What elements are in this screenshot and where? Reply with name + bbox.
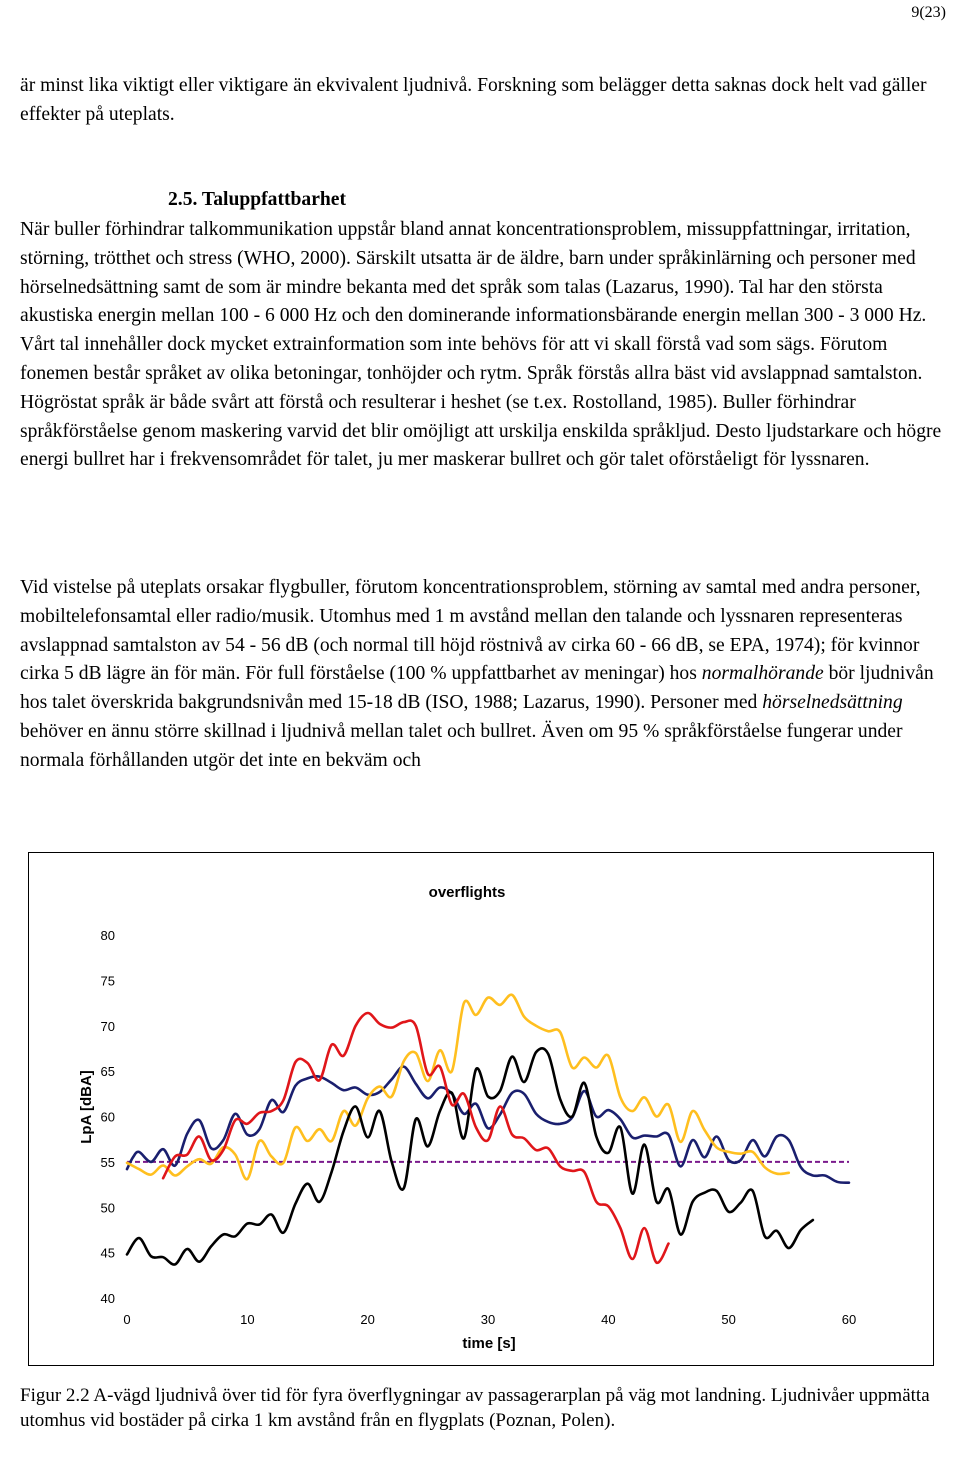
x-tick-label: 0 [123,1312,131,1327]
x-tick-label: 50 [721,1312,736,1327]
y-tick-label: 75 [100,973,115,989]
x-tick-label: 40 [601,1312,616,1327]
y-tick-label: 55 [100,1154,115,1170]
paragraph-3-text-3: behöver en ännu större skillnad i ljudnivå mellan talet och bullret. Även om 95 % språkförståelse fungerar under normala förhållanden utgör det inte en bekväm och [20,720,903,771]
chart-y-axis-label: LpA [dBA] [78,1070,95,1144]
section-heading: 2.5. Taluppfattbarhet [168,189,347,210]
chart-svg [28,852,934,1366]
paragraph-3-text-1: Vid vistelse på uteplats orsakar flygbuller, förutom koncentrationsproblem, störning av samtal med andra personer, mobiltelefonsamtal eller radio/musik. Utomhus med 1 m avstånd mellan den talande och lyssnaren representeras avslappnad samtalston av 54 - 56 dB (och normal till höjd röstnivå av cirka 60 - 66 dB, se EPA, 1974); för kvinnor cirka 5 dB lägre än för män. För full förståelse (100 % uppfattbarhet av meningar) hos [20,577,921,685]
chart-title: overflights [428,884,506,901]
paragraph-3-text-2: bör ljudnivån hos talet överskrida bakgrundsnivån med 15-18 dB (ISO, 1988; Lazarus, 1990). Personer med [20,663,934,714]
x-tick-label: 30 [480,1312,496,1327]
chart-x-axis-label: time [s] [462,1335,516,1352]
paragraph-3 [20,574,942,776]
page-number: 9(23) [911,4,946,21]
y-tick-label: 50 [100,1200,115,1216]
paragraph-2: När buller förhindrar talkommunikation uppstår bland annat koncentrationsproblem, missuppfattningar, irritation, störning, trötthet och stress (WHO, 2000). Särskilt utsatta är de äldre, barn under språkinlärning och personer med hörselnedsättning samt de som är mindre bekanta med det språk som talas (Lazarus, 1990). Tal har den största akustiska energin mellan 100 - 6 000 Hz och den dominerande informationsbärande energin mellan 300 - 3 000 Hz. Vårt tal innehåller dock mycket extrainformation som inte behövs för att vi skall förstå vad som sägs. Förutom fonemen består språket av olika betoningar, tonhöjder och rytm. Språk förstås allra bäst vid avslappnad samtalston. Högröstat språk är både svårt att förstå och resulterar i heshet (se t.ex. Rostolland, 1985). Buller förhindrar språkförståelse genom maskering varvid det blir omöjligt att urskilja enskilda språkljud. Desto ljudstarkare och högre energi bullret har i frekvensområdet för talet, ju mer maskerar bullret och gör talet oförståeligt för lyssnaren. [20,219,942,471]
paragraph-3-emphasis-1: normalhörande [701,663,824,685]
x-tick-label: 60 [841,1312,857,1327]
y-tick-label: 40 [100,1291,115,1306]
figure-caption: Figur 2.2 A-vägd ljudnivå över tid för fyra överflygningar av passagerarplan på väg mot landning. Ljudnivåer uppmätta utomhus vid bostäder på cirka 1 km avstånd från en flygplats (Poznan, Polen). [20,1385,930,1431]
x-tick-label: 10 [240,1312,255,1327]
y-tick-label: 80 [100,928,115,943]
paragraph-1: är minst lika viktigt eller viktigare än ekvivalent ljudnivå. Forskning som belägger detta saknas dock helt vad gäller effekter på uteplats. [20,75,927,125]
chart-frame [29,853,934,1366]
y-tick-label: 60 [100,1109,115,1125]
y-tick-label: 70 [100,1018,115,1034]
x-tick-label: 20 [360,1312,375,1327]
y-tick-label: 65 [100,1064,115,1080]
paragraph-3-emphasis-2: hörselnedsättning [762,692,903,714]
y-tick-label: 45 [100,1245,115,1261]
figure-chart [28,852,934,1366]
